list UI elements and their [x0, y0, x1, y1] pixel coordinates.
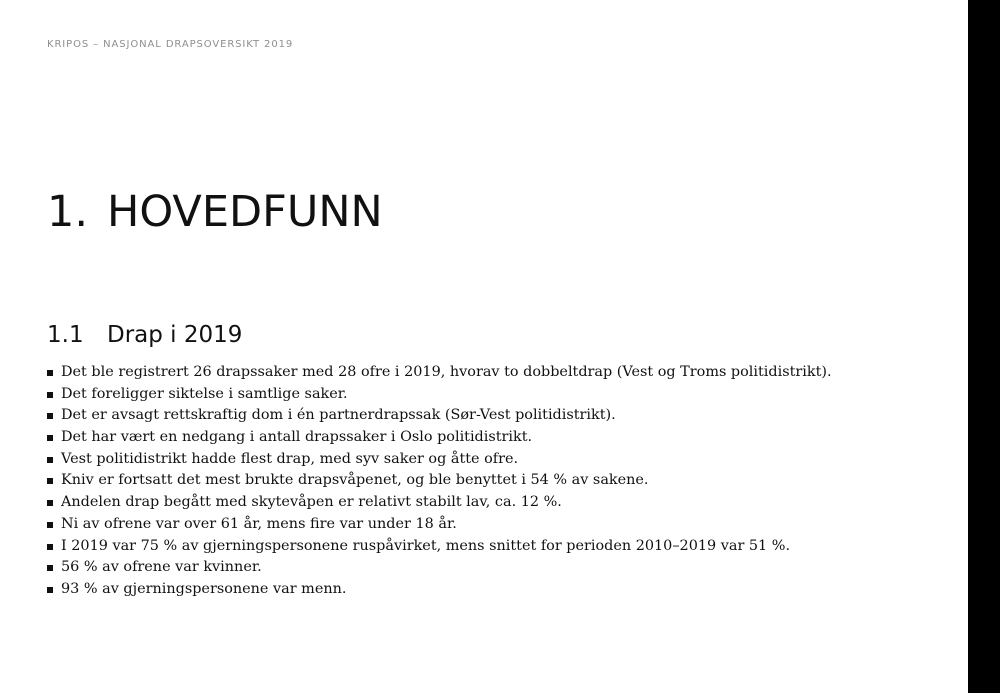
- chapter-title: HOVEDFUNN: [107, 187, 383, 237]
- findings-list: [47, 362, 832, 601]
- section-heading: [47, 324, 242, 347]
- list-item: Ni av ofrene var over 61 år, mens fire var under 18 år.: [47, 514, 832, 536]
- list-item: Andelen drap begått med skytevåpen er relativt stabilt lav, ca. 12 %.: [47, 492, 832, 514]
- list-item: 56 % av ofrene var kvinner.: [47, 557, 832, 579]
- list-item: Vest politidistrikt hadde flest drap, med syv saker og åtte ofre.: [47, 449, 832, 471]
- chapter-number: 1.: [47, 187, 89, 237]
- section-number: 1.1: [47, 322, 84, 348]
- list-item: 93 % av gjerningspersonene var menn.: [47, 579, 832, 601]
- list-item: I 2019 var 75 % av gjerningspersonene ruspåvirket, mens snittet for perioden 2010–2019 var 51 %.: [47, 536, 832, 558]
- list-item: Det ble registrert 26 drapssaker med 28 ofre i 2019, hvorav to dobbeltdrap (Vest og Troms politidistrikt).: [47, 362, 832, 384]
- list-item: Det er avsagt rettskraftig dom i én partnerdrapssak (Sør-Vest politidistrikt).: [47, 405, 832, 427]
- chapter-heading: [47, 187, 383, 237]
- running-header: KRIPOS – NASJONAL DRAPSOVERSIKT 2019: [47, 39, 294, 50]
- list-item: Det har vært en nedgang i antall drapssaker i Oslo politidistrikt.: [47, 427, 832, 449]
- section-title: Drap i 2019: [107, 322, 243, 348]
- list-item: Kniv er fortsatt det mest brukte drapsvåpenet, og ble benyttet i 54 % av sakene.: [47, 470, 832, 492]
- list-item: Det foreligger siktelse i samtlige saker.: [47, 384, 832, 406]
